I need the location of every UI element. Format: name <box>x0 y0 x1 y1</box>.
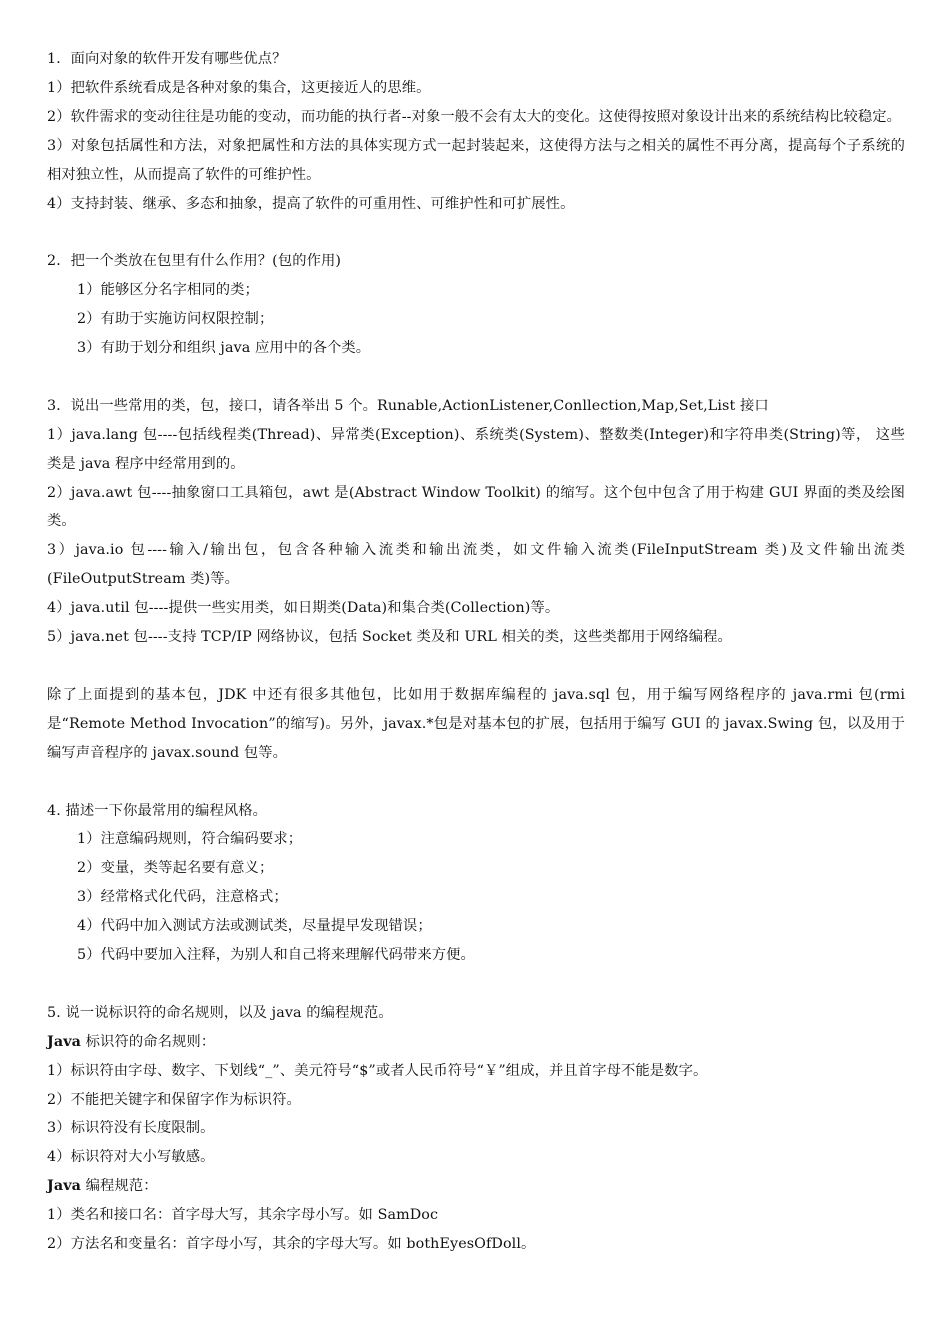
answer-3-java-io: 3）java.io 包----输入/输出包，包含各种输入流类和输出流类，如文件输入流类(FileInputStream 类)及文件输出流类(FileOutputStream 类)等。 <box>47 542 905 588</box>
identifier-rule-1: 1）标识符由字母、数字、下划线“_”、美元符号“$”或者人民币符号“￥”组成，并且首字母不能是数字。 <box>47 1062 708 1079</box>
question-5-title: 5. 说一说标识符的命名规则，以及 java 的编程规范。 <box>47 1004 393 1021</box>
identifier-rules-label-text: 标识符的命名规则： <box>81 1033 216 1050</box>
spacer <box>47 652 905 681</box>
section-coding-style <box>47 797 905 970</box>
coding-spec-1: 1）类名和接口名：首字母大写，其余字母小写。如 SamDoc <box>47 1207 439 1224</box>
answer-1-point-3: 3）对象包括属性和方法，对象把属性和方法的具体实现方式一起封装起来，这使得方法与之相关的属性不再分离，提高每个子系统的相对独立性，从而提高了软件的可维护性。 <box>47 137 905 183</box>
spacer <box>47 218 905 247</box>
answer-3-java-net: 5）java.net 包----支持 TCP/IP 网络协议，包括 Socket 类及和 URL 相关的类，这些类都用于网络编程。 <box>47 629 732 646</box>
answer-1-point-2: 2）软件需求的变动往往是功能的变动，而功能的执行者--对象一般不会有太大的变化。这使得按照对象设计出来的系统结构比较稳定。 <box>47 108 902 125</box>
identifier-rule-4: 4）标识符对大小写敏感。 <box>47 1149 215 1166</box>
answer-3-java-util: 4）java.util 包----提供一些实用类，如日期类(Data)和集合类(Collection)等。 <box>47 600 560 617</box>
answer-4-item-1: 1）注意编码规则，符合编码要求； <box>77 831 303 848</box>
identifier-rule-3: 3）标识符没有长度限制。 <box>47 1120 215 1137</box>
answer-3-other-packages: 除了上面提到的基本包，JDK 中还有很多其他包，比如用于数据库编程的 java.sql 包，用于编写网络程序的 java.rmi 包(rmi 是“Remote Method Invocation”的缩写)。另外，javax.*包是对基本包的扩展，包括用于编写 GUI 的 javax.Swing 包，以及用于编写声音程序的 javax.sound 包等。 <box>47 686 905 761</box>
answer-1-point-1: 1）把软件系统看成是各种对象的集合，这更接近人的思维。 <box>47 79 431 96</box>
answer-3-java-awt: 2）java.awt 包----抽象窗口工具箱包，awt 是(Abstract Window Toolkit) 的缩写。这个包中包含了用于构建 GUI 界面的类及绘图类。 <box>47 484 905 530</box>
spacer <box>47 363 905 392</box>
spacer <box>47 768 905 797</box>
question-2-title: 2．把一个类放在包里有什么作用？(包的作用) <box>47 253 342 270</box>
answer-2-item-2: 2）有助于实施访问权限控制； <box>77 311 274 328</box>
answer-4-item-5: 5）代码中要加入注释，为别人和自己将来理解代码带来方便。 <box>77 947 475 964</box>
answer-1-point-4: 4）支持封装、继承、多态和抽象，提高了软件的可重用性、可维护性和可扩展性。 <box>47 195 575 212</box>
question-4-title: 4. 描述一下你最常用的编程风格。 <box>47 802 268 819</box>
identifier-rules-label-java: Java <box>47 1033 81 1050</box>
identifier-rules-label <box>47 1028 905 1057</box>
answer-4-item-4: 4）代码中加入测试方法或测试类，尽量提早发现错误； <box>77 918 432 935</box>
coding-spec-label <box>47 1172 905 1201</box>
answer-4-item-3: 3）经常格式化代码，注意格式； <box>77 889 288 906</box>
coding-spec-label-text: 编程规范： <box>81 1178 158 1195</box>
section-identifier-rules <box>47 999 905 1259</box>
section-oop-advantages <box>47 45 905 218</box>
spacer <box>47 970 905 999</box>
answer-2-item-3: 3）有助于划分和组织 java 应用中的各个类。 <box>77 340 371 357</box>
question-1-title: 1．面向对象的软件开发有哪些优点？ <box>47 51 287 67</box>
coding-spec-label-java: Java <box>47 1178 81 1195</box>
section-package-purpose <box>47 247 905 363</box>
answer-2-item-1: 1）能够区分名字相同的类； <box>77 282 259 299</box>
answer-3-java-lang: 1）java.lang 包----包括线程类(Thread)、异常类(Exception)、系统类(System)、整数类(Integer)和字符串类(String)等， 这些类是 java 程序中经常用到的。 <box>47 426 905 472</box>
answer-4-item-2: 2）变量，类等起名要有意义； <box>77 860 274 877</box>
coding-spec-2: 2）方法名和变量名：首字母小写，其余的字母大写。如 bothEyesOfDoll。 <box>47 1236 536 1253</box>
question-3-title: 3．说出一些常用的类，包，接口，请各举出 5 个。Runable,ActionListener,Conllection,Map,Set,List 接口 <box>47 397 769 414</box>
identifier-rule-2: 2）不能把关键字和保留字作为标识符。 <box>47 1091 301 1108</box>
section-common-packages <box>47 392 905 768</box>
